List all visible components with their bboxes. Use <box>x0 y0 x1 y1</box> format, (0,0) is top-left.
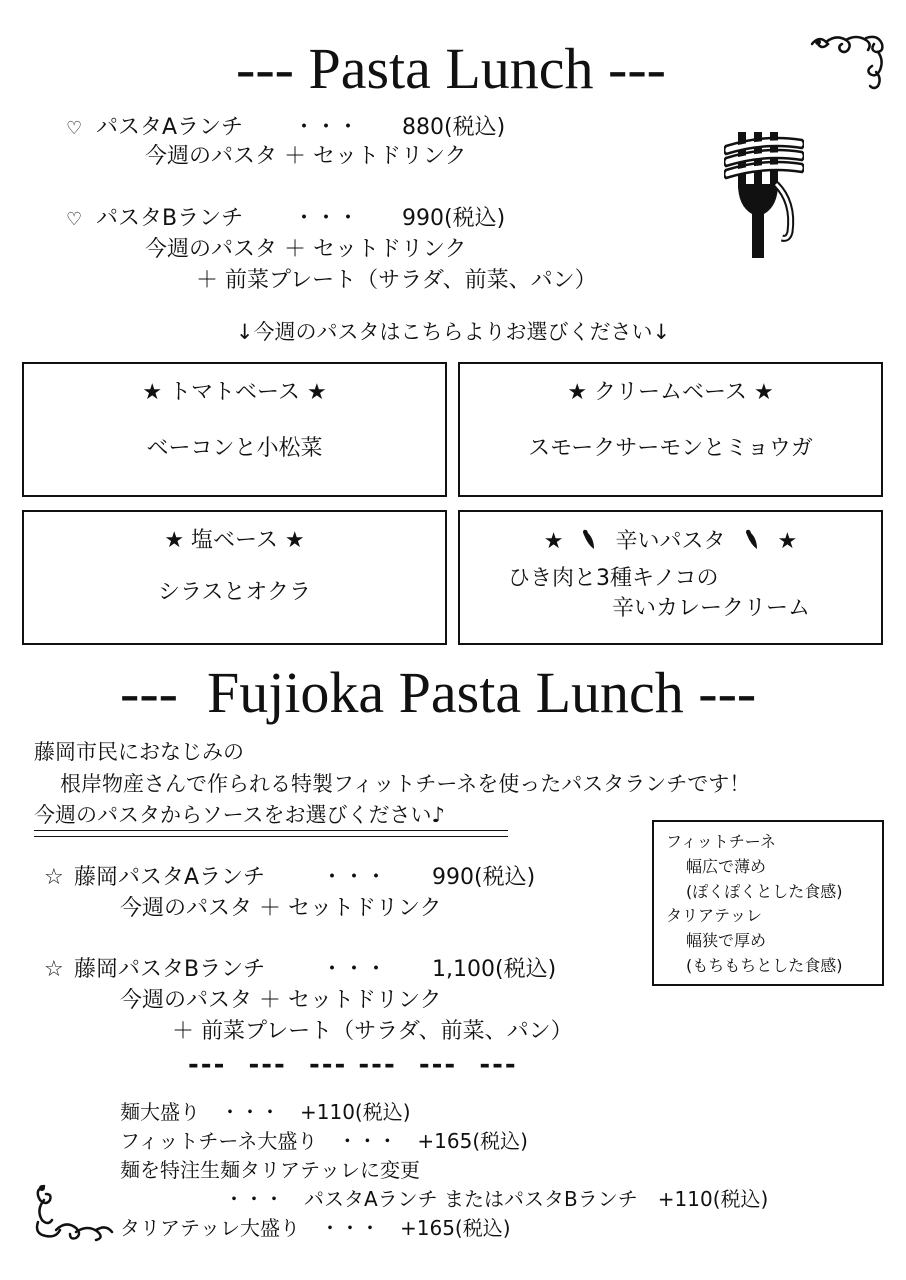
ornament-flourish-icon <box>30 1182 116 1244</box>
menu-item-dots: ・・・ <box>292 115 359 140</box>
star-icon: ★ <box>777 529 798 554</box>
sauce-box-tomato <box>22 362 447 497</box>
sauce-box-salt <box>22 510 447 645</box>
sauce-box-heading <box>460 528 881 555</box>
choose-note: ↓今週のパスタはこちらよりお選びください↓ <box>235 320 671 344</box>
sauce-box-body: スモークサーモンとミョウガ <box>528 436 813 461</box>
note-line: 幅狭で厚め <box>686 931 767 951</box>
menu-item-desc: 今週のパスタ ＋ セットドリンク <box>120 896 442 921</box>
menu-item-desc: 今週のパスタ ＋ セットドリンク <box>145 144 467 169</box>
heart-icon: ♡ <box>66 209 83 230</box>
fork-with-pasta-icon <box>724 128 804 260</box>
spicy-label: 辛いパスタ <box>615 529 726 554</box>
menu-item-name: パスタAランチ <box>96 115 244 140</box>
menu-item-price: 990(税込) <box>402 206 506 231</box>
sauce-box-spicy <box>458 510 883 645</box>
menu-item-price: 1,100(税込) <box>432 957 557 982</box>
sauce-box-body: ベーコンと小松菜 <box>146 436 323 461</box>
menu-item-fujioka-b <box>44 957 556 983</box>
menu-item-fujioka-a <box>44 865 535 891</box>
option-line: 麺を特注生麺タリアテッレに変更 <box>120 1158 420 1182</box>
heart-icon: ♡ <box>66 118 83 139</box>
note-line: タリアテッレ <box>666 906 763 926</box>
noodle-note-box <box>652 820 884 986</box>
note-line: (もちもちとした食感) <box>686 955 843 975</box>
option-line: ・・・ パスタAランチ またはパスタBランチ +110(税込) <box>224 1187 769 1211</box>
menu-item-name: 藤岡パスタAランチ <box>74 865 266 890</box>
ornament-flourish-icon <box>806 30 890 92</box>
option-line: フィットチーネ大盛り ・・・ +165(税込) <box>120 1129 528 1153</box>
intro-line-underlined: 今週のパスタからソースをお選びください♪ <box>34 803 445 827</box>
menu-item-pasta-b <box>66 206 505 232</box>
note-line: フィットチーネ <box>666 832 776 851</box>
menu-item-name: 藤岡パスタBランチ <box>74 957 266 982</box>
menu-item-desc: 今週のパスタ ＋ セットドリンク <box>145 237 467 262</box>
menu-item-desc: 今週のパスタ ＋ セットドリンク <box>120 988 442 1013</box>
underline-divider <box>34 830 508 837</box>
sauce-box-heading: ★ トマトベース ★ <box>142 380 327 405</box>
menu-item-name: パスタBランチ <box>96 206 244 231</box>
menu-item-price: 990(税込) <box>432 865 536 890</box>
menu-item-pasta-a <box>66 115 505 141</box>
menu-item-dots: ・・・ <box>320 865 387 890</box>
menu-item-price: 880(税込) <box>402 115 506 140</box>
note-line: 幅広で薄め <box>686 856 767 876</box>
menu-item-desc: ＋ 前菜プレート（サラダ、前菜、パン） <box>172 1019 573 1044</box>
sauce-box-heading: ★ クリームベース ★ <box>567 380 774 405</box>
sauce-box-cream <box>458 362 883 497</box>
intro-line: 根岸物産さんで作られる特製フィットチーネを使ったパスタランチです！ <box>60 772 751 796</box>
divider-dashes: --- --- --- --- --- --- <box>188 1050 518 1080</box>
sauce-box-heading: ★ 塩ベース ★ <box>164 528 305 553</box>
option-line: タリアテッレ大盛り ・・・ +165(税込) <box>120 1216 511 1240</box>
star-icon: ★ <box>543 529 564 554</box>
option-line: 麺大盛り ・・・ +110(税込) <box>120 1100 411 1124</box>
section2-title: --- Fujioka Pasta Lunch --- <box>120 660 757 725</box>
section1-title: --- Pasta Lunch --- <box>236 36 666 101</box>
menu-item-dots: ・・・ <box>320 957 387 982</box>
star-outline-icon: ☆ <box>44 865 64 890</box>
sauce-box-body: 辛いカレークリーム <box>612 596 811 621</box>
chili-pepper-icon <box>741 528 763 552</box>
menu-item-desc: ＋ 前菜プレート（サラダ、前菜、パン） <box>196 268 597 293</box>
intro-line: 藤岡市民におなじみの <box>34 740 244 764</box>
star-outline-icon: ☆ <box>44 957 64 982</box>
sauce-box-body: シラスとオクラ <box>158 580 311 605</box>
menu-item-dots: ・・・ <box>292 206 359 231</box>
sauce-box-body: ひき肉と3種キノコの <box>508 566 719 591</box>
chili-pepper-icon <box>578 528 600 552</box>
note-line: (ぽくぽくとした食感) <box>686 881 843 901</box>
